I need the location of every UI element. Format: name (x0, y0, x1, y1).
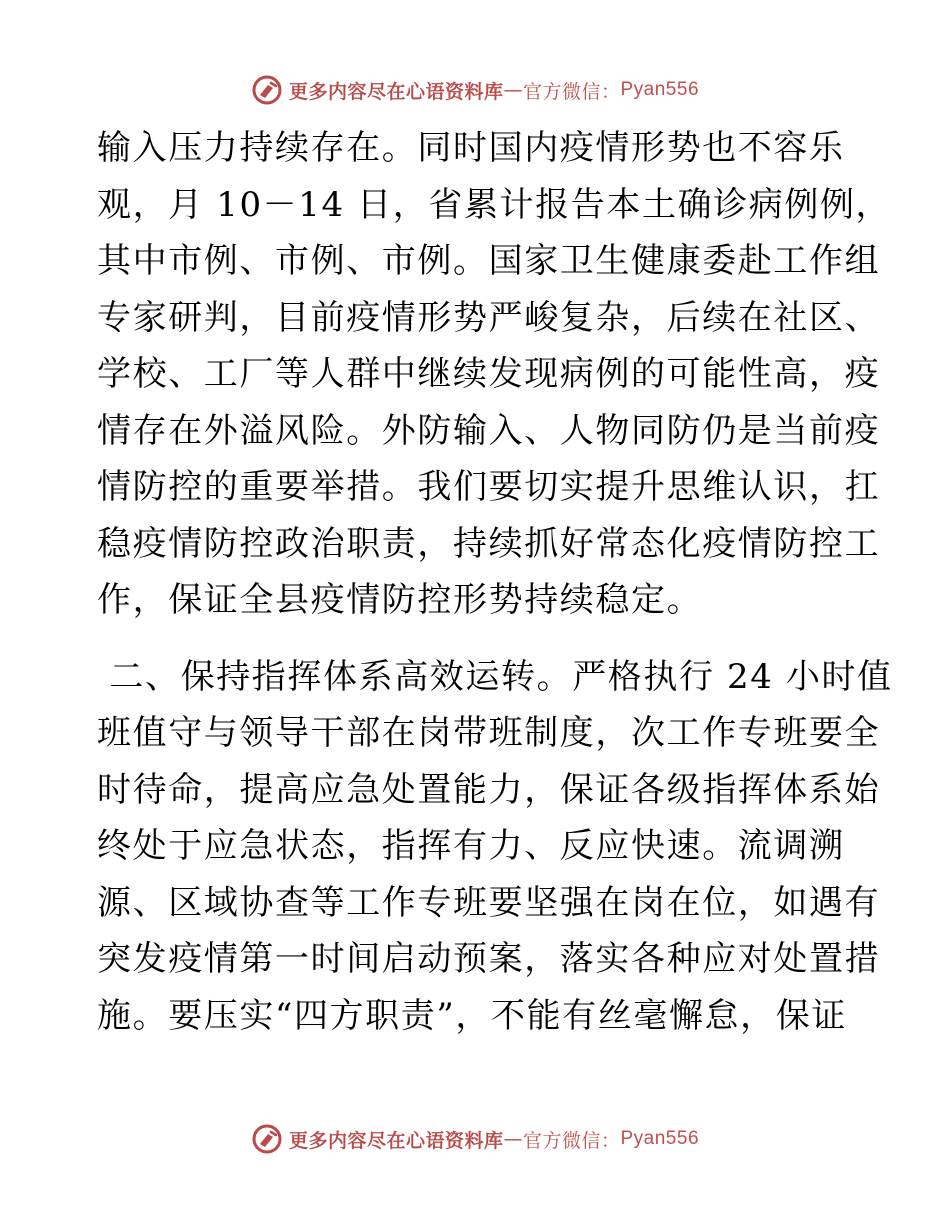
watermark-wechat-label: 官方微信： (522, 1129, 621, 1152)
brand-logo-icon (251, 1123, 283, 1155)
paragraph-2 (97, 649, 893, 1045)
text-line: 终处于应急状态，指挥有力、反应快速。流调溯 (97, 826, 845, 866)
watermark-wechat-id: Pyan556 (620, 79, 700, 100)
text-line: 学校、工厂等人群中继续发现病例的可能性高，疫 (97, 354, 881, 394)
watermark-wechat-label: 官方微信： (522, 80, 621, 103)
text-line: 突发疫情第一时间启动预案，落实各种应对处置措 (97, 939, 881, 979)
brand-logo-icon (251, 74, 283, 106)
footer-watermark (0, 1119, 950, 1159)
watermark-separator: — (503, 79, 523, 101)
text-line: 源、区域协查等工作专班要坚强在岗在位，如遇有 (97, 882, 881, 923)
text-line: 作，保证全县疫情防控形势持续稳定。 (97, 580, 703, 620)
header-watermark (0, 70, 950, 110)
watermark-wechat-id: Pyan556 (620, 1128, 700, 1149)
text-line: 输入压力持续存在。同时国内疫情形势也不容乐 (97, 128, 845, 168)
text-line: 时待命，提高应急处置能力，保证各级指挥体系始 (97, 769, 881, 810)
paragraph-gap (97, 629, 857, 649)
watermark-separator: — (503, 1128, 523, 1150)
text-line: 情防控的重要举措。我们要切实提升思维认识，扛 (97, 467, 881, 507)
text-line: 班值守与领导干部在岗带班制度，次工作专班要全 (97, 713, 881, 753)
text-line: 专家研判，目前疫情形势严峻复杂，后续在社区、 (97, 297, 881, 338)
text-line: 情存在外溢风险。外防输入、人物同防仍是当前疫 (97, 410, 881, 451)
section-heading-line: 二、保持指挥体系高效运转。严格执行 24 小时值 (97, 656, 893, 697)
text-line: 施。要压实“四方职责”，不能有丝毫懈怠，保证 (97, 995, 847, 1036)
text-line: 观，月 10－14 日，省累计报告本土确诊病例例， (97, 184, 892, 225)
watermark-brand: 更多内容尽在心语资料库 (288, 1129, 504, 1152)
text-line: 其中市例、市例、市例。国家卫生健康委赴工作组 (97, 241, 881, 281)
text-line: 稳疫情防控政治职责，持续抓好常态化疫情防控工 (97, 523, 881, 564)
paragraph-1 (97, 120, 892, 629)
watermark-brand: 更多内容尽在心语资料库 (288, 80, 504, 103)
document-body (97, 120, 893, 1044)
